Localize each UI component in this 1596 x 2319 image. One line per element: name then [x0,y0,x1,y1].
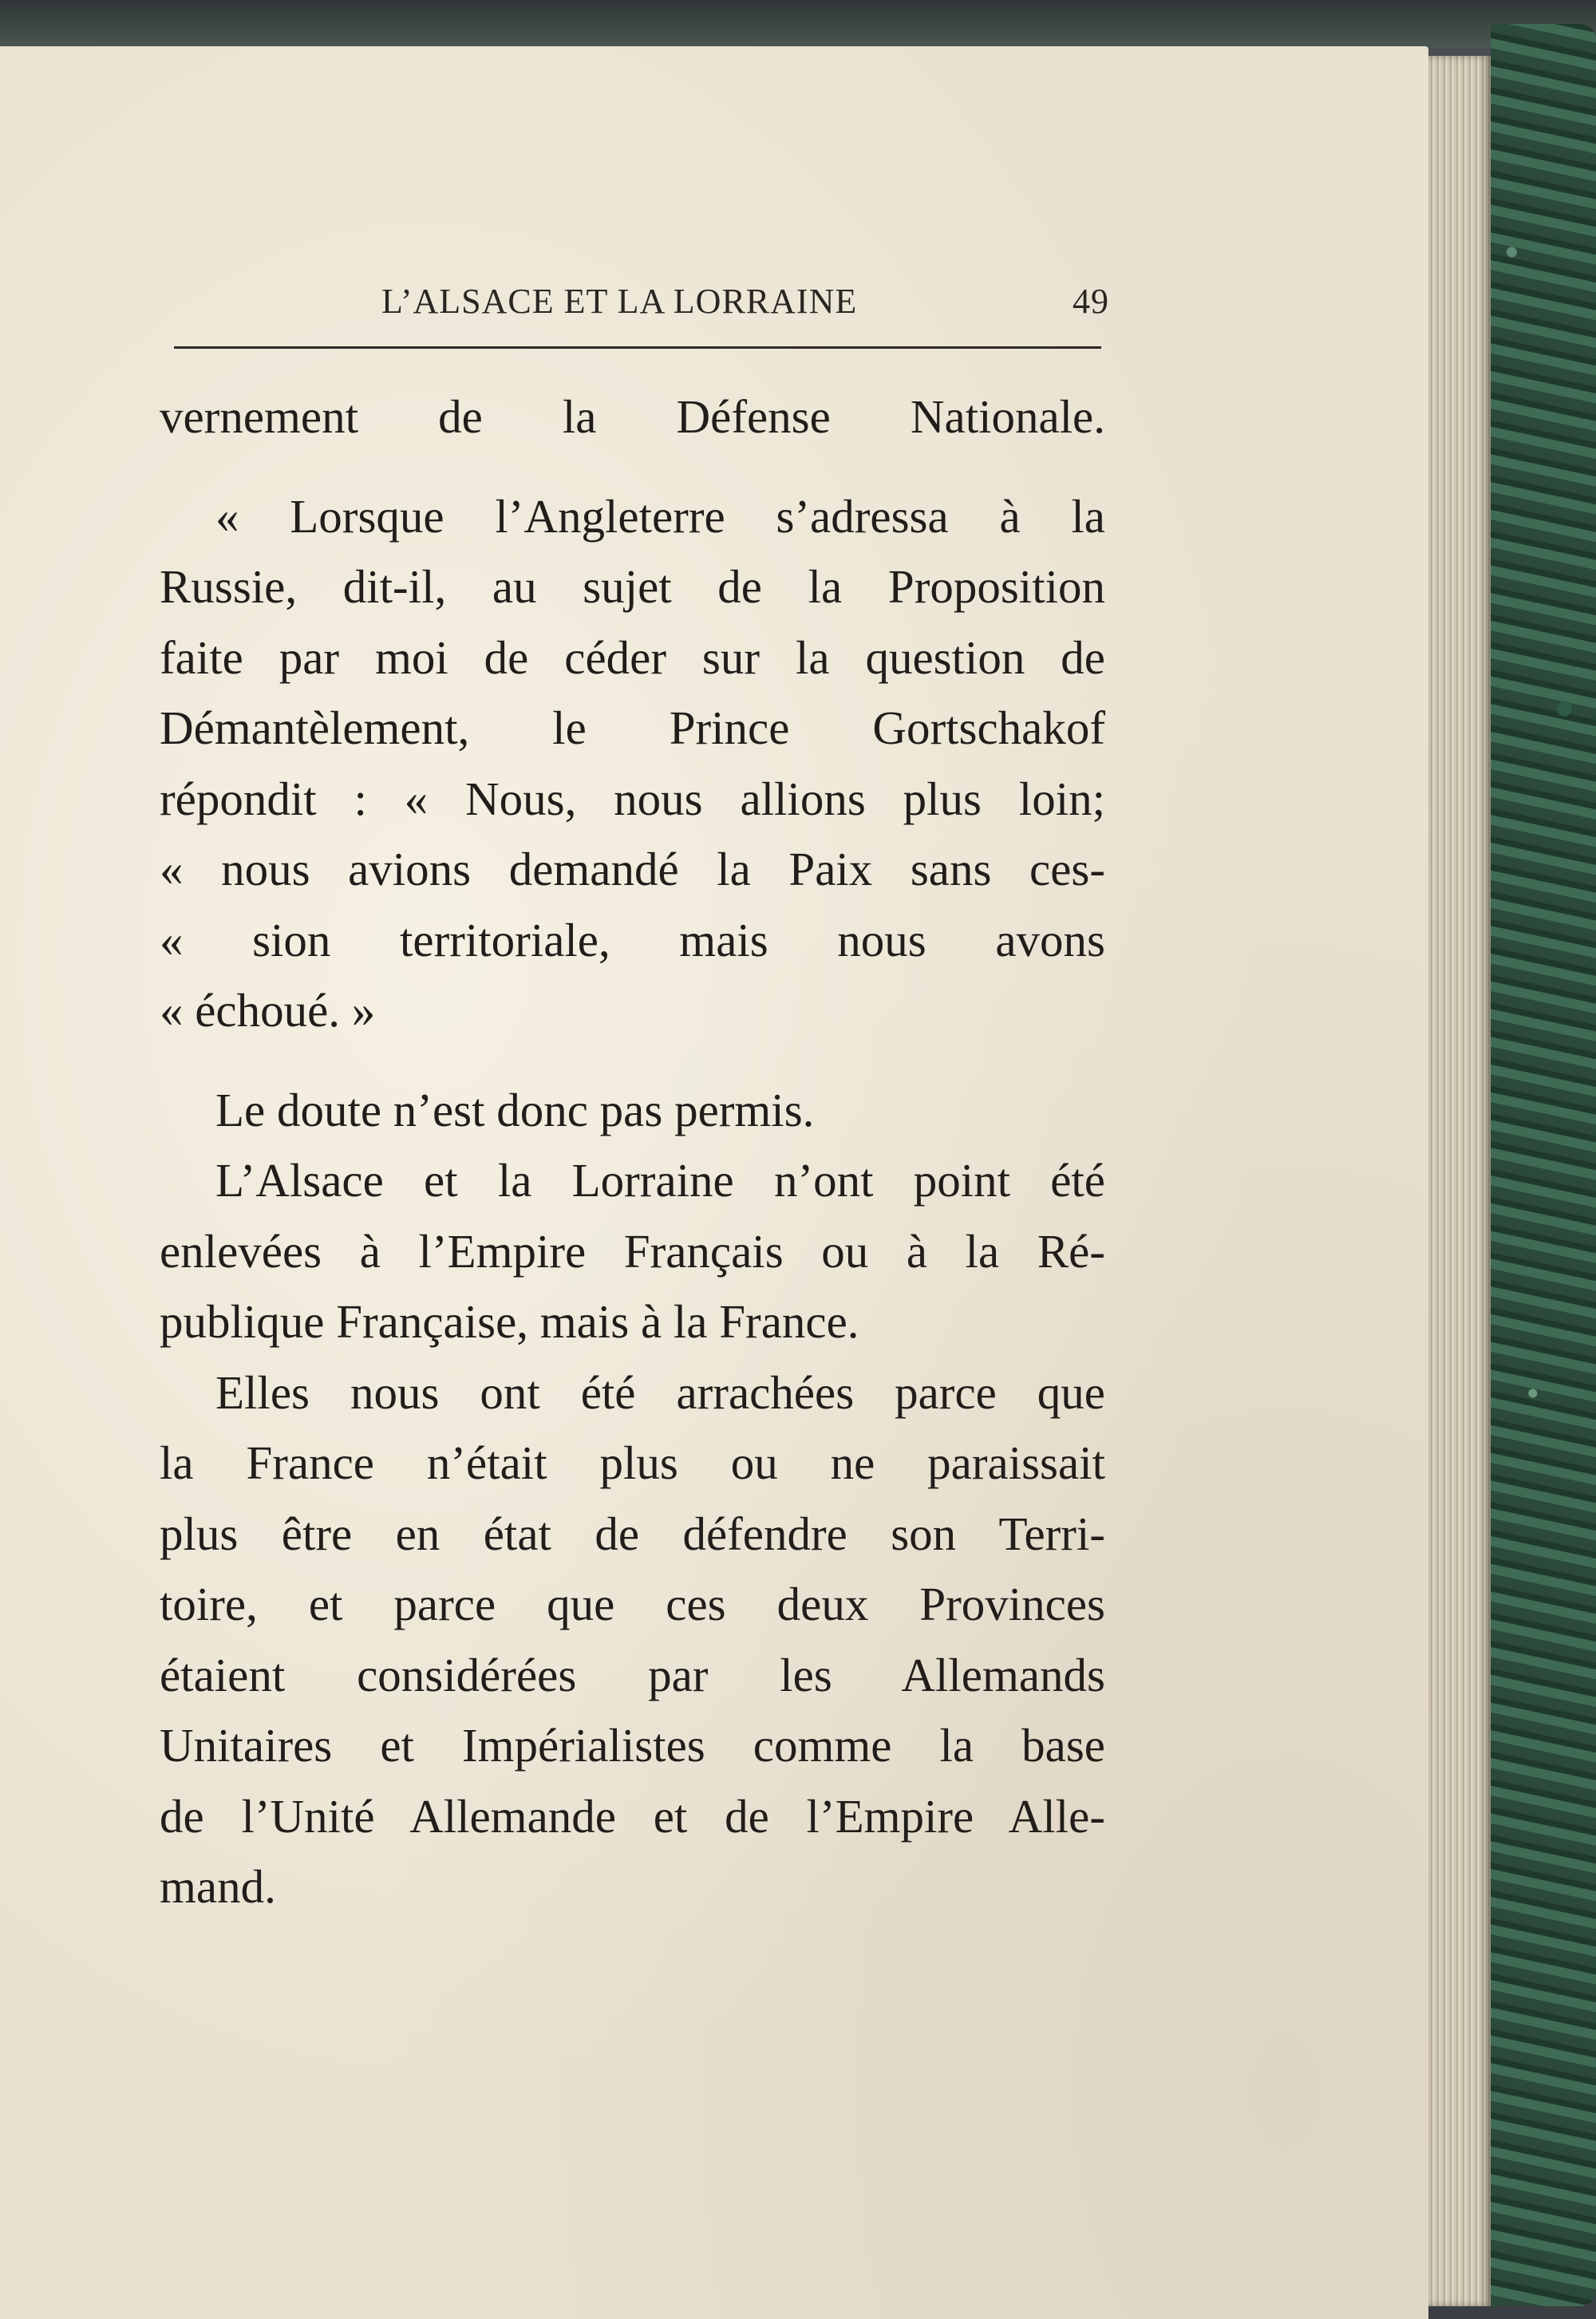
body-text [160,381,1105,1922]
text-line: « sion territoriale, mais nous avons [160,913,1105,966]
text-line: vernement de la Défense Nationale. [160,390,1105,443]
text-line: Le doute n’est donc pas permis. [215,1083,815,1136]
text-line: Démantèlement, le Prince Gortschakof [160,701,1105,754]
text-line: « Lorsque l’Angleterre s’adressa à la [215,489,1105,543]
text-line: publique Française, mais à la France. [160,1295,859,1348]
text-line: Unitaires et Impérialistes comme la base [160,1719,1105,1772]
running-title: L’ALSACE ET LA LORRAINE [381,282,858,321]
running-head [168,281,1109,329]
text-line: répondit : « Nous, nous allions plus loin; [160,772,1105,825]
page-number: 49 [1073,282,1109,321]
text-line: mand. [160,1860,276,1913]
text-line: plus être en état de défendre son Terri- [160,1507,1105,1560]
text-line: « échoué. » [160,984,376,1037]
text-line: « nous avions demandé la Paix sans ces- [160,843,1105,895]
text-line: toire, et parce que ces deux Provinces [160,1578,1105,1630]
text-line: Russie, dit-il, au sujet de la Proposition [160,560,1105,613]
paragraph-gap [160,452,1105,481]
text-line: enlevées à l’Empire Français ou à la Ré- [160,1224,1105,1278]
text-line: de l’Unité Allemande et de l’Empire Alle- [160,1789,1105,1843]
book-binding [0,0,1596,48]
text-line: étaient considérées par les Allemands [160,1648,1105,1701]
paragraph-gap [160,1046,1105,1075]
text-line: la France n’était plus ou ne paraissait [160,1436,1105,1489]
text-line: L’Alsace et la Lorraine n’ont point été [215,1154,1105,1207]
page-block-edge [1428,56,1491,2306]
text-line: Elles nous ont été arrachées parce que [215,1365,1105,1419]
header-rule [174,346,1101,349]
text-line: faite par moi de céder sur la question de [160,630,1105,684]
marbled-book-edge [1491,24,1596,2306]
